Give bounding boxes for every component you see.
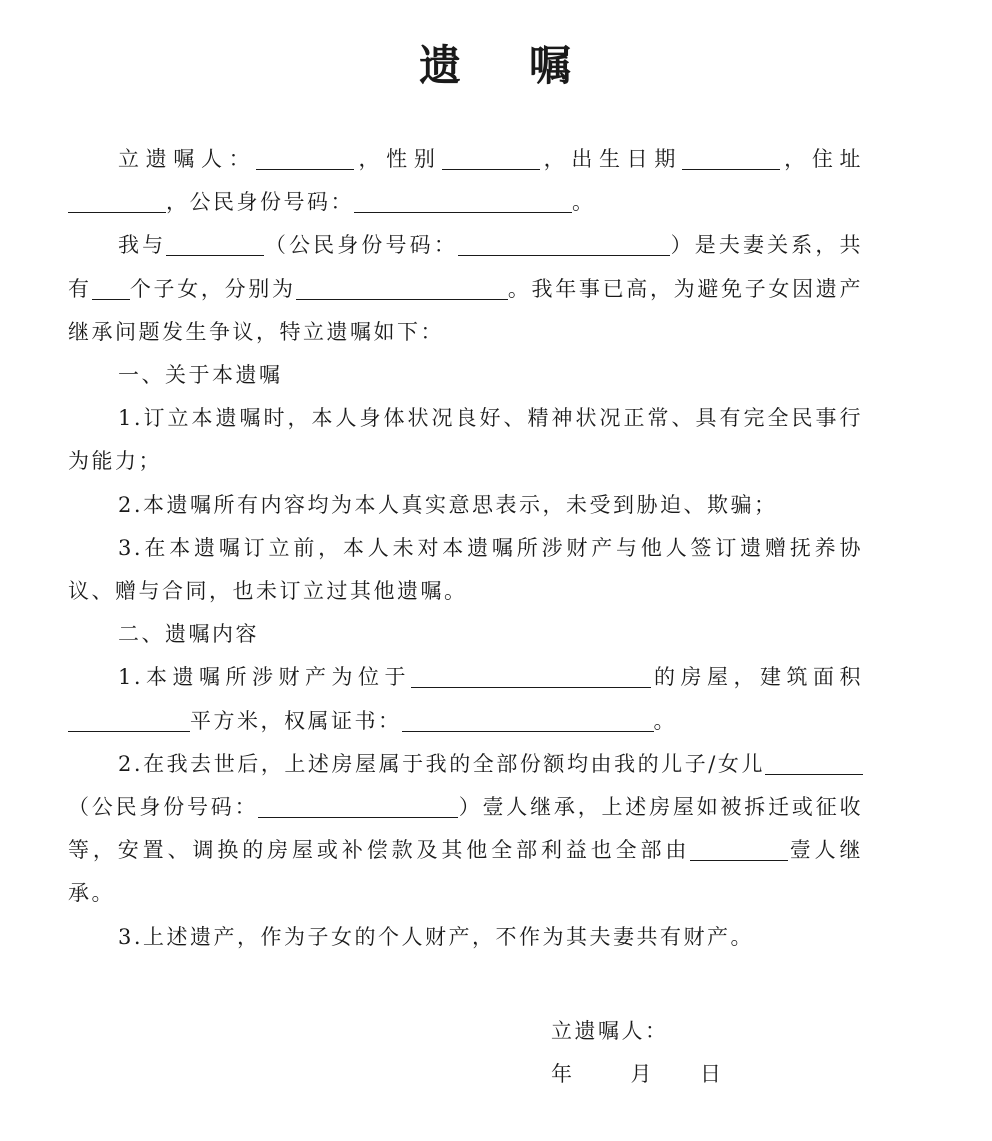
- title-char-1: 遗: [418, 41, 463, 90]
- section-2-item-3: 3.上述遗产，作为子女的个人财产，不作为其夫妻共有财产。: [118, 924, 755, 949]
- day-label: 日: [700, 1062, 724, 1086]
- birth-date-blank[interactable]: [682, 147, 780, 170]
- item-1-end: 。: [653, 708, 677, 733]
- will-body: [68, 138, 863, 959]
- children-label: 个子女，分别为: [129, 276, 296, 301]
- spouse-intro: 我与: [118, 233, 167, 258]
- section-1-item-2: 2.本遗嘱所有内容均为本人真实意思表示，未受到胁迫、欺骗；: [118, 492, 778, 517]
- heir-closing: 壹人继承。: [68, 838, 864, 906]
- heir-id-blank[interactable]: [258, 795, 458, 818]
- section-2-item-1: [68, 656, 863, 742]
- birth-label: ，出生日期: [539, 147, 683, 171]
- section-2-heading: 二、遗嘱内容: [118, 622, 259, 647]
- spouse-relation-text: ）是夫妻关系，共有: [68, 233, 864, 301]
- title-char-2: 嘱: [529, 41, 574, 90]
- area-blank[interactable]: [68, 709, 190, 732]
- area-label: 的房屋，建筑面积: [651, 665, 863, 690]
- address-blank[interactable]: [68, 190, 166, 213]
- heir-intro: 2.在我去世后，上述房屋属于我的全部份额均由我的儿子/女儿: [118, 751, 765, 776]
- id-label: ，公民身份号码：: [166, 190, 354, 215]
- month-label: 月: [630, 1062, 654, 1086]
- property-location-label: 1.本遗嘱所涉财产为位于: [118, 665, 412, 690]
- testator-name-blank[interactable]: [256, 147, 354, 170]
- year-label: 年: [551, 1062, 575, 1086]
- date-row: [551, 1053, 724, 1096]
- certificate-label: 平方米，权属证书：: [190, 708, 402, 733]
- gender-blank[interactable]: [442, 147, 540, 170]
- spouse-id-blank[interactable]: [458, 233, 670, 256]
- signature-label: 立遗嘱人：: [551, 1019, 669, 1043]
- section-1-item-1: 1.订立本遗嘱时，本人身体状况良好、精神状况正常、具有完全民事行为能力；: [68, 406, 863, 474]
- address-label: ，住址: [780, 147, 864, 171]
- heir-name-blank[interactable]: [765, 752, 863, 775]
- section-2-item-2: [68, 743, 863, 916]
- spouse-name-blank[interactable]: [166, 233, 264, 256]
- spouse-id-label: （公民身份号码：: [264, 233, 458, 258]
- gender-label: ，性别: [354, 147, 442, 171]
- preamble-end: 。: [572, 190, 596, 215]
- testator-info-paragraph: [68, 138, 863, 224]
- heir-id-label: （公民身份号码：: [68, 795, 259, 820]
- testator-label: 立遗嘱人：: [118, 147, 257, 171]
- spouse-closing: 。我年事已高，为避免子女因遗产继承问题发生争议，特立遗嘱如下：: [68, 276, 863, 344]
- certificate-blank[interactable]: [402, 709, 654, 732]
- property-location-blank[interactable]: [411, 665, 651, 688]
- section-1-item-3: 3.在本遗嘱订立前，本人未对本遗嘱所涉财产与他人签订遗赠抚养协议、赠与合同，也未订立过其他遗嘱。: [68, 535, 863, 604]
- signature-block: [551, 1010, 724, 1096]
- children-count-blank[interactable]: [92, 277, 130, 300]
- heir-inheritance-text: ）壹人继承，上述房屋如被拆迁或征收等，安置、调换的房屋或补偿款及其他全部利益也全部由: [68, 795, 864, 863]
- document-title: [0, 36, 992, 96]
- id-number-blank[interactable]: [354, 190, 572, 213]
- section-1-heading: 一、关于本遗嘱: [118, 363, 283, 388]
- spouse-paragraph: [68, 224, 863, 354]
- children-names-blank[interactable]: [296, 277, 508, 300]
- heir-name-blank-2[interactable]: [690, 838, 788, 861]
